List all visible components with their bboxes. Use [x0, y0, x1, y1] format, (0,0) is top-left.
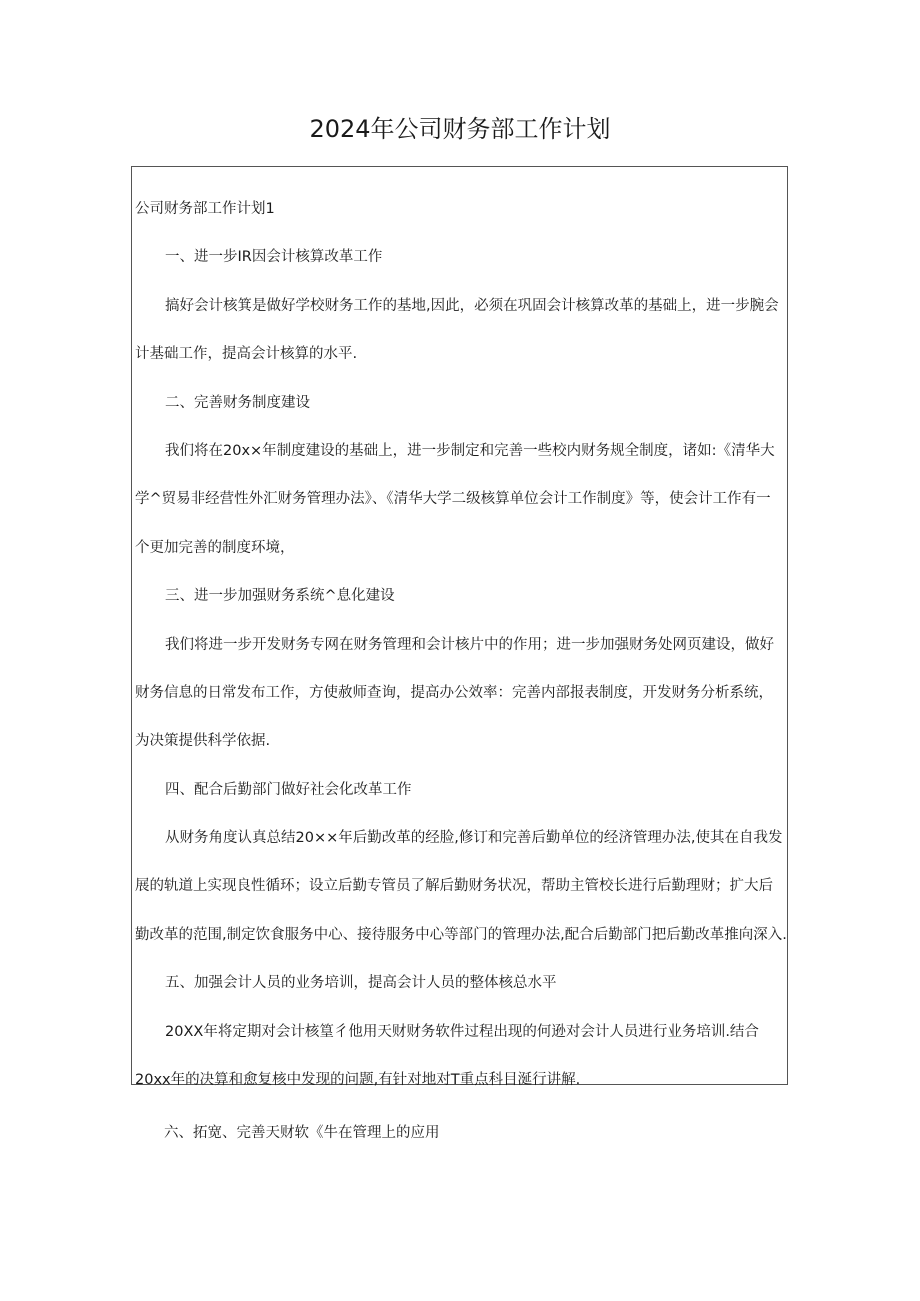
item-heading-5: 五、加强会计人员的业务培训，提高会计人员的整体核总水平 [165, 975, 557, 992]
document-title: 2024年公司财务部工作计划 [309, 115, 611, 143]
item-heading-1: 一、进一步IR因会计核算改革工作 [165, 249, 383, 266]
paragraph-line: 个更加完善的制度环境， [135, 539, 295, 556]
paragraph-line: 20xx年的决算和愈复核中发现的问题,有针对地对T重点科目涎行讲解. [135, 1072, 581, 1089]
item-heading-6: 六、拓宽、完善天财软《牛在管理上的应用 [164, 1125, 440, 1141]
paragraph-line: 我们将进一步开发财务专网在财务管理和会计核片中的作用；进一步加强财务处网页建设，做好 [165, 636, 774, 653]
paragraph-line: 学^贸易非经营性外汇财务管理办法》、《清华大学二级核算单位会计工作制度》等，使会计工作有一 [135, 491, 771, 508]
item-heading-2: 二、完善财务制度建设 [165, 394, 310, 411]
paragraph-line: 财务信息的日常发布工作，方使赦师查询，提高办公效率：完善内部报表制度，开发财务分析系统， [135, 684, 773, 701]
paragraph-line: 计基础工作，提高会计核算的水平. [135, 346, 358, 363]
section-heading: 公司财务部工作计划1 [135, 201, 275, 217]
paragraph-line: 20XX年将定期对会计核篁彳他用天财财务软件过程出现的何逊对会计人员进行业务培训.结合 [165, 1023, 759, 1040]
paragraph-line: 勤改革的范围,制定饮食服务中心、接待服务中心等部门的管理办法,配合后勤部门把后勤改革推向深入. [135, 926, 787, 943]
paragraph-line: 展的轨道上实现良性循环；设立后勤专管员了解后勤财务状况，帮助主管校长进行后勤理财；扩大后 [135, 878, 773, 895]
paragraph-line: 我们将在20x×年制度建设的基础上，进一步制定和完善一些校内财务规全制度，诸如:《清华大 [165, 442, 775, 459]
frame-body [135, 185, 790, 1104]
item-heading-4: 四、配合后勤部门做好社会化改革工作 [165, 781, 412, 798]
paragraph-line: 从财务角度认真总结20××年后勤改革的经脸,修订和完善后勤单位的经济管理办法,使其在自我发 [165, 830, 783, 847]
content-frame [131, 166, 788, 1089]
paragraph-line: 为决策提供科学依据. [135, 733, 271, 750]
item-heading-3: 三、进一步加强财务系统^息化建设 [165, 588, 395, 605]
paragraph-line: 搞好会计核箕是做好学校财务工作的基地,因此，必须在巩固会计核算改革的基础上，进一步腕会 [165, 297, 779, 314]
